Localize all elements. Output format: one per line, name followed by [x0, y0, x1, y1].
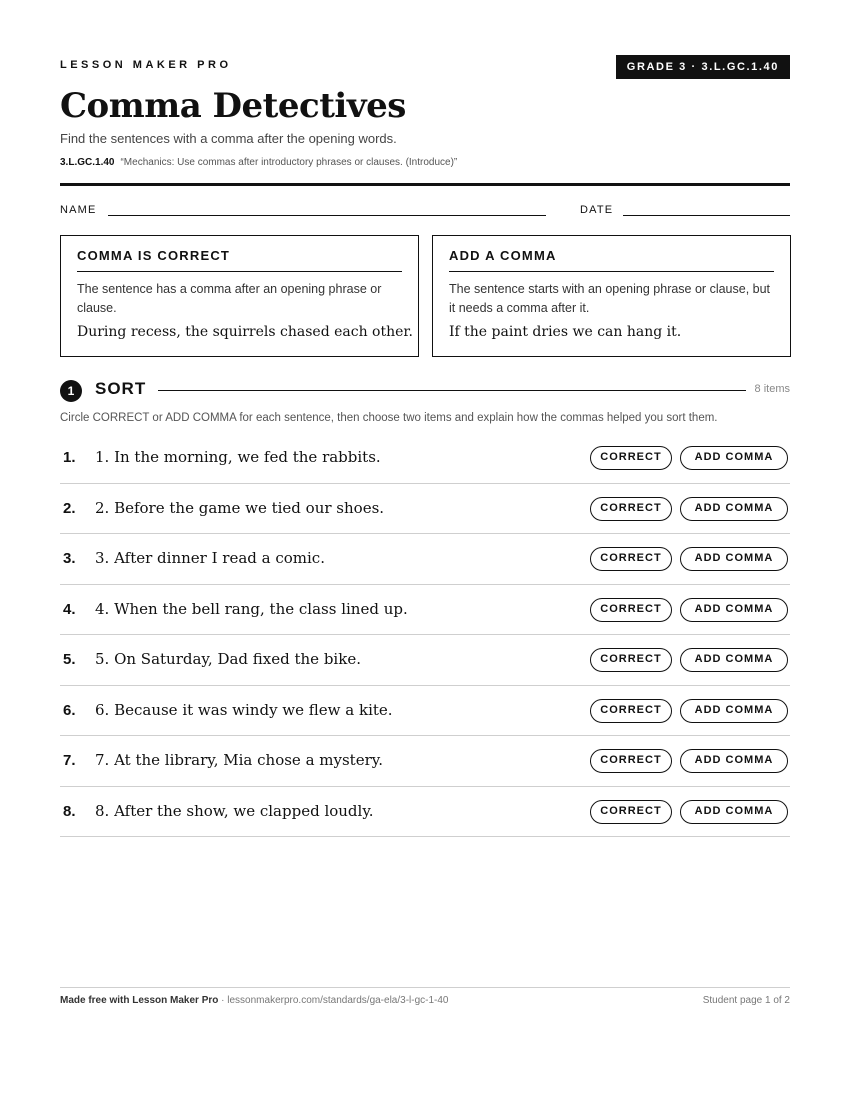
top-bar [60, 55, 790, 79]
date-field[interactable] [623, 215, 790, 216]
item-number: 2. [63, 499, 76, 517]
rule-box-description: The sentence has a comma after an opening phrase or clause. [77, 282, 382, 315]
section-title: SORT [95, 379, 147, 398]
section-divider [158, 390, 746, 391]
correct-option[interactable]: CORRECT [590, 800, 672, 824]
add-comma-option[interactable]: ADD COMMA [680, 446, 788, 470]
grade-badge: GRADE 3 · 3.L.GC.1.40 [616, 55, 790, 79]
footer-page-number: Student page 1 of 2 [702, 995, 790, 1006]
rule-box-heading: COMMA IS CORRECT [77, 248, 402, 272]
item-sentence: 7. At the library, Mia chose a mystery. [95, 751, 384, 769]
name-date-row [60, 204, 790, 220]
correct-option[interactable]: CORRECT [590, 497, 672, 521]
item-sentence: 2. Before the game we tied our shoes. [95, 498, 385, 517]
rule-box-add-comma [432, 235, 791, 357]
standard-description: “Mechanics: Use commas after introductory phrases or clauses. (Introduce)” [120, 157, 458, 168]
correct-option[interactable]: CORRECT [590, 749, 672, 773]
item-sentence: 5. On Saturday, Dad fixed the bike. [95, 650, 361, 668]
item-sentence: 6. Because it was windy we flew a kite. [95, 700, 393, 719]
name-label: NAME [60, 204, 97, 216]
list-item [60, 433, 790, 484]
item-number: 8. [63, 802, 76, 820]
sentence-list [60, 433, 790, 837]
date-label: DATE [580, 204, 614, 216]
name-field[interactable] [108, 215, 546, 216]
header-divider [60, 183, 790, 186]
add-comma-option[interactable]: ADD COMMA [680, 800, 788, 824]
footer-url: · lessonmakerpro.com/standards/ga-ela/3-l-gc-1-40 [218, 995, 449, 1006]
item-number: 6. [63, 701, 76, 719]
section-instructions: Circle CORRECT or ADD COMMA for each sentence, then choose two items and explain how the commas helped you sort them. [60, 412, 718, 424]
correct-option[interactable]: CORRECT [590, 446, 672, 470]
item-sentence: 1. In the morning, we fed the rabbits. [95, 448, 381, 466]
item-sentence: 3. After dinner I read a comic. [95, 549, 325, 567]
worksheet-subtitle: Find the sentences with a comma after the opening words. [60, 131, 397, 146]
item-sentence: 4. When the bell rang, the class lined up. [95, 599, 408, 618]
correct-option[interactable]: CORRECT [590, 547, 672, 571]
item-number: 7. [63, 752, 76, 769]
footer-credit [60, 995, 449, 1006]
section-number-badge: 1 [60, 380, 82, 402]
add-comma-option[interactable]: ADD COMMA [680, 699, 788, 723]
item-number: 5. [63, 651, 76, 668]
standard-code: 3.L.GC.1.40 [60, 157, 115, 168]
rule-box-heading: ADD A COMMA [449, 248, 774, 272]
correct-option[interactable]: CORRECT [590, 648, 672, 672]
item-number: 4. [63, 600, 76, 618]
item-number: 1. [63, 449, 76, 466]
list-item [60, 635, 790, 686]
brand-name: LESSON MAKER PRO [60, 59, 232, 71]
add-comma-option[interactable]: ADD COMMA [680, 497, 788, 521]
add-comma-option[interactable]: ADD COMMA [680, 547, 788, 571]
item-sentence: 8. After the show, we clapped loudly. [95, 801, 374, 820]
correct-option[interactable]: CORRECT [590, 598, 672, 622]
list-item [60, 686, 790, 737]
standard-line [60, 157, 457, 168]
rule-box-correct [60, 235, 419, 357]
footer-divider [60, 987, 790, 988]
footer-made-with: Made free with Lesson Maker Pro [60, 995, 219, 1006]
section-item-count: 8 items [754, 383, 790, 395]
list-item [60, 534, 790, 585]
list-item [60, 736, 790, 787]
section-header [60, 378, 790, 402]
rule-box-example: If the paint dries we can hang it. [449, 324, 682, 340]
list-item [60, 585, 790, 636]
add-comma-option[interactable]: ADD COMMA [680, 749, 788, 773]
list-item [60, 787, 790, 838]
add-comma-option[interactable]: ADD COMMA [680, 598, 788, 622]
rule-box-description: The sentence starts with an opening phrase or clause, but it needs a comma after it. [449, 282, 771, 315]
list-item [60, 484, 790, 535]
add-comma-option[interactable]: ADD COMMA [680, 648, 788, 672]
worksheet-title: Comma Detectives [60, 86, 406, 126]
item-number: 3. [63, 550, 76, 567]
correct-option[interactable]: CORRECT [590, 699, 672, 723]
rule-box-example: During recess, the squirrels chased each other. [77, 324, 413, 340]
